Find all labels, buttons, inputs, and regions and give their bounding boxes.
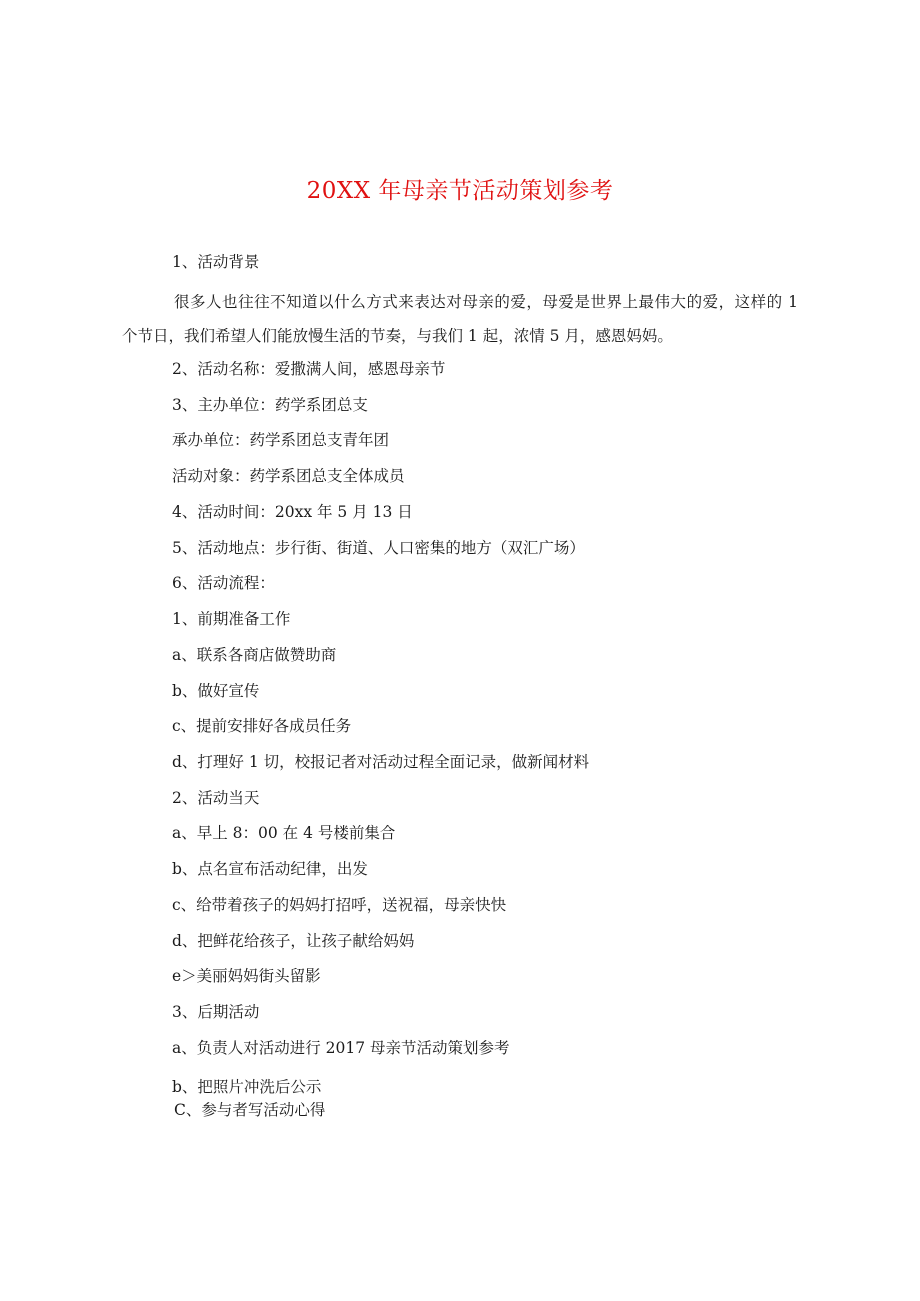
list-item: b、做好宣传 xyxy=(172,682,260,700)
list-item: a、早上 8：00 在 4 号楼前集合 xyxy=(172,824,396,842)
activity-name-line: 2、活动名称：爱撒满人间，感恩母亲节 xyxy=(172,360,446,378)
document-title: 20XX 年母亲节活动策划参考 xyxy=(306,178,614,204)
list-item: d、打理好 1 切，校报记者对活动过程全面记录，做新闻材料 xyxy=(172,753,590,771)
preparation-heading: 1、前期准备工作 xyxy=(172,610,291,628)
list-item: e＞美丽妈妈街头留影 xyxy=(172,967,321,985)
list-item: c、给带着孩子的妈妈打招呼，送祝福，母亲快快 xyxy=(172,896,507,914)
list-item: d、把鲜花给孩子，让孩子献给妈妈 xyxy=(172,932,415,950)
organizer-line: 3、主办单位：药学系团总支 xyxy=(172,396,368,414)
activity-location-line: 5、活动地点：步行街、街道、人口密集的地方（双汇广场） xyxy=(172,539,585,557)
post-activity-heading: 3、后期活动 xyxy=(172,1003,260,1021)
activity-time-line: 4、活动时间：20xx 年 5 月 13 日 xyxy=(172,503,413,521)
event-day-heading: 2、活动当天 xyxy=(172,789,260,807)
co-organizer-line: 承办单位：药学系团总支青年团 xyxy=(172,431,390,449)
activity-process-heading: 6、活动流程： xyxy=(172,574,275,592)
list-item: b、点名宣布活动纪律，出发 xyxy=(172,860,368,878)
list-item: a、负责人对活动进行 2017 母亲节活动策划参考 xyxy=(172,1039,510,1057)
list-item: c、提前安排好各成员任务 xyxy=(172,717,352,735)
section-heading-background: 1、活动背景 xyxy=(172,253,260,271)
background-paragraph: 很多人也往往不知道以什么方式来表达对母亲的爱，母爱是世界上最伟大的爱，这样的 1 个节日，我们希望人们能放慢生活的节奏，与我们 1 起，浓情 5 月，感恩妈妈。 xyxy=(122,293,798,345)
list-item: b、把照片冲洗后公示 xyxy=(172,1078,322,1096)
audience-line: 活动对象：药学系团总支全体成员 xyxy=(172,467,405,485)
list-item: a、联系各商店做赞助商 xyxy=(172,646,337,664)
list-item: C、参与者写活动心得 xyxy=(174,1101,326,1119)
